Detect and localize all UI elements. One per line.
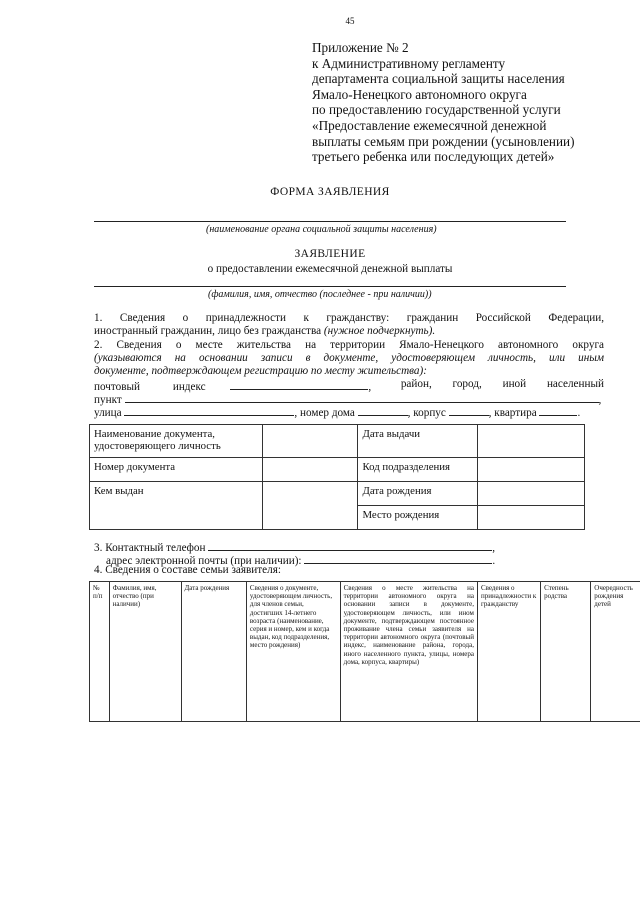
doc-name-field[interactable]: [262, 425, 358, 458]
header-line: Приложение № 2: [312, 40, 409, 55]
division-code-label: Код подразделения: [358, 458, 478, 482]
header-line: Ямало-Ненецкого автономного округа: [312, 86, 527, 102]
building-label: корпус: [413, 407, 446, 419]
family-table: [89, 581, 640, 722]
fio-hint: (фамилия, имя, отчество (последнее - при наличии)): [208, 289, 432, 300]
address-line3: улица , номер дома , корпус , квартира .: [94, 404, 580, 420]
district-label: район, город, иной населенный: [400, 378, 604, 390]
building-field[interactable]: [449, 404, 489, 416]
form-title: ФОРМА ЗАЯВЛЕНИЯ: [270, 186, 390, 198]
apartment-label: квартира: [494, 407, 537, 419]
birth-date-label: Дата рождения: [358, 482, 478, 506]
section1-line1: 1. Сведения о принадлежности к гражданству: гражданин Российской Федерации,: [94, 312, 604, 324]
email-label: адрес электронной почты (при наличии):: [106, 555, 302, 567]
email-line: адрес электронной почты (при наличии): .: [106, 552, 495, 568]
address-line1: почтовый индекс , район, город, иной населенный: [94, 378, 604, 393]
page-number: 45: [345, 16, 355, 26]
col-number-header: № п/п: [90, 582, 110, 722]
section2-hint1: (указываются на основании записи в документе, удостоверяющем личность, или иным: [94, 352, 604, 364]
doc-number-field[interactable]: [262, 458, 358, 482]
street-field[interactable]: [124, 404, 294, 416]
col-birth-order-header: Очередность рождения детей: [591, 582, 640, 722]
header-line: выплаты семьям при рождении (усыновлении): [312, 133, 575, 149]
house-field[interactable]: [358, 404, 408, 416]
col-residence-header: Сведения о месте жительства на территории автономного округа на основании записи в документе, удостоверяющем личность, или ином документе, подтверждающем постоянное проживание члена семьи заявителя на территории автономного округа (почтовый индекс, наименование района, города, иного населенного пункта, улицы, номера дома, корпуса, квартиры): [340, 582, 477, 722]
fio-input-line[interactable]: [94, 286, 566, 287]
phone-line: 3. Контактный телефон ,: [94, 539, 495, 555]
col-citizenship-header: Сведения о принадлежности к гражданству: [477, 582, 540, 722]
header-line: третьего ребенка или последующих детей»: [312, 149, 555, 165]
email-field[interactable]: [304, 552, 492, 564]
issue-date-label: Дата выдачи: [358, 425, 478, 458]
citizenship-hint: (нужное подчеркнуть).: [323, 325, 436, 337]
birth-place-field[interactable]: [478, 506, 585, 530]
col-id-document-header: Сведения о документе, удостоверяющем личность, для членов семьи, достигших 14-летнего возраста (наименование, серия и номер, кем и когда выдан, код подразделения, место рождения): [246, 582, 340, 722]
issue-date-field[interactable]: [478, 425, 585, 458]
statement-title: ЗАЯВЛЕНИЕ: [294, 248, 366, 260]
citizenship-options[interactable]: иностранный гражданин, лицо без гражданства: [94, 325, 322, 337]
street-label: улица: [94, 407, 122, 419]
section2-line1: 2. Сведения о месте жительства на территории Ямало-Ненецкого автономного округа: [94, 339, 604, 351]
organ-hint: (наименование органа социальной защиты населения): [206, 224, 437, 235]
id-document-table: [89, 424, 585, 530]
doc-number-label: Номер документа: [90, 458, 263, 482]
statement-subtitle: о предоставлении ежемесячной денежной выплаты: [207, 263, 453, 275]
col-birth-date-header: Дата рождения: [181, 582, 246, 722]
organ-input-line[interactable]: [94, 221, 566, 222]
phone-field[interactable]: [208, 539, 492, 551]
issued-by-field[interactable]: [262, 482, 358, 530]
phone-label: 3. Контактный телефон: [94, 542, 206, 554]
doc-name-label: Наименование документа, удостоверяющего личность: [90, 425, 263, 458]
section2-hint2: документе, подтверждающем регистрацию по месту жительства):: [94, 365, 427, 377]
header-line: «Предоставление ежемесячной денежной: [312, 117, 547, 133]
header-line: к Административному регламенту: [312, 55, 506, 71]
postal-index-field[interactable]: [230, 378, 368, 390]
division-code-field[interactable]: [478, 458, 585, 482]
appendix-header: [312, 40, 575, 165]
birth-place-label: Место рождения: [358, 506, 478, 530]
address-line2: пункт ,: [94, 391, 601, 407]
col-fio-header: Фамилия, имя, отчество (при наличии): [109, 582, 181, 722]
settlement-label: пункт: [94, 394, 122, 406]
apartment-field[interactable]: [539, 404, 577, 416]
birth-date-field[interactable]: [478, 482, 585, 506]
header-line: департамента социальной защиты населения: [312, 71, 565, 87]
family-section-title: 4. Сведения о составе семьи заявителя:: [94, 564, 281, 576]
house-label: номер дома: [300, 407, 355, 419]
section1-line2: [94, 325, 435, 338]
settlement-field[interactable]: [125, 391, 599, 403]
postal-index-label: почтовый индекс: [94, 381, 206, 393]
col-relationship-header: Степень родства: [541, 582, 591, 722]
issued-by-label: Кем выдан: [90, 482, 263, 530]
header-line: по предоставлению государственной услуги: [312, 102, 561, 118]
